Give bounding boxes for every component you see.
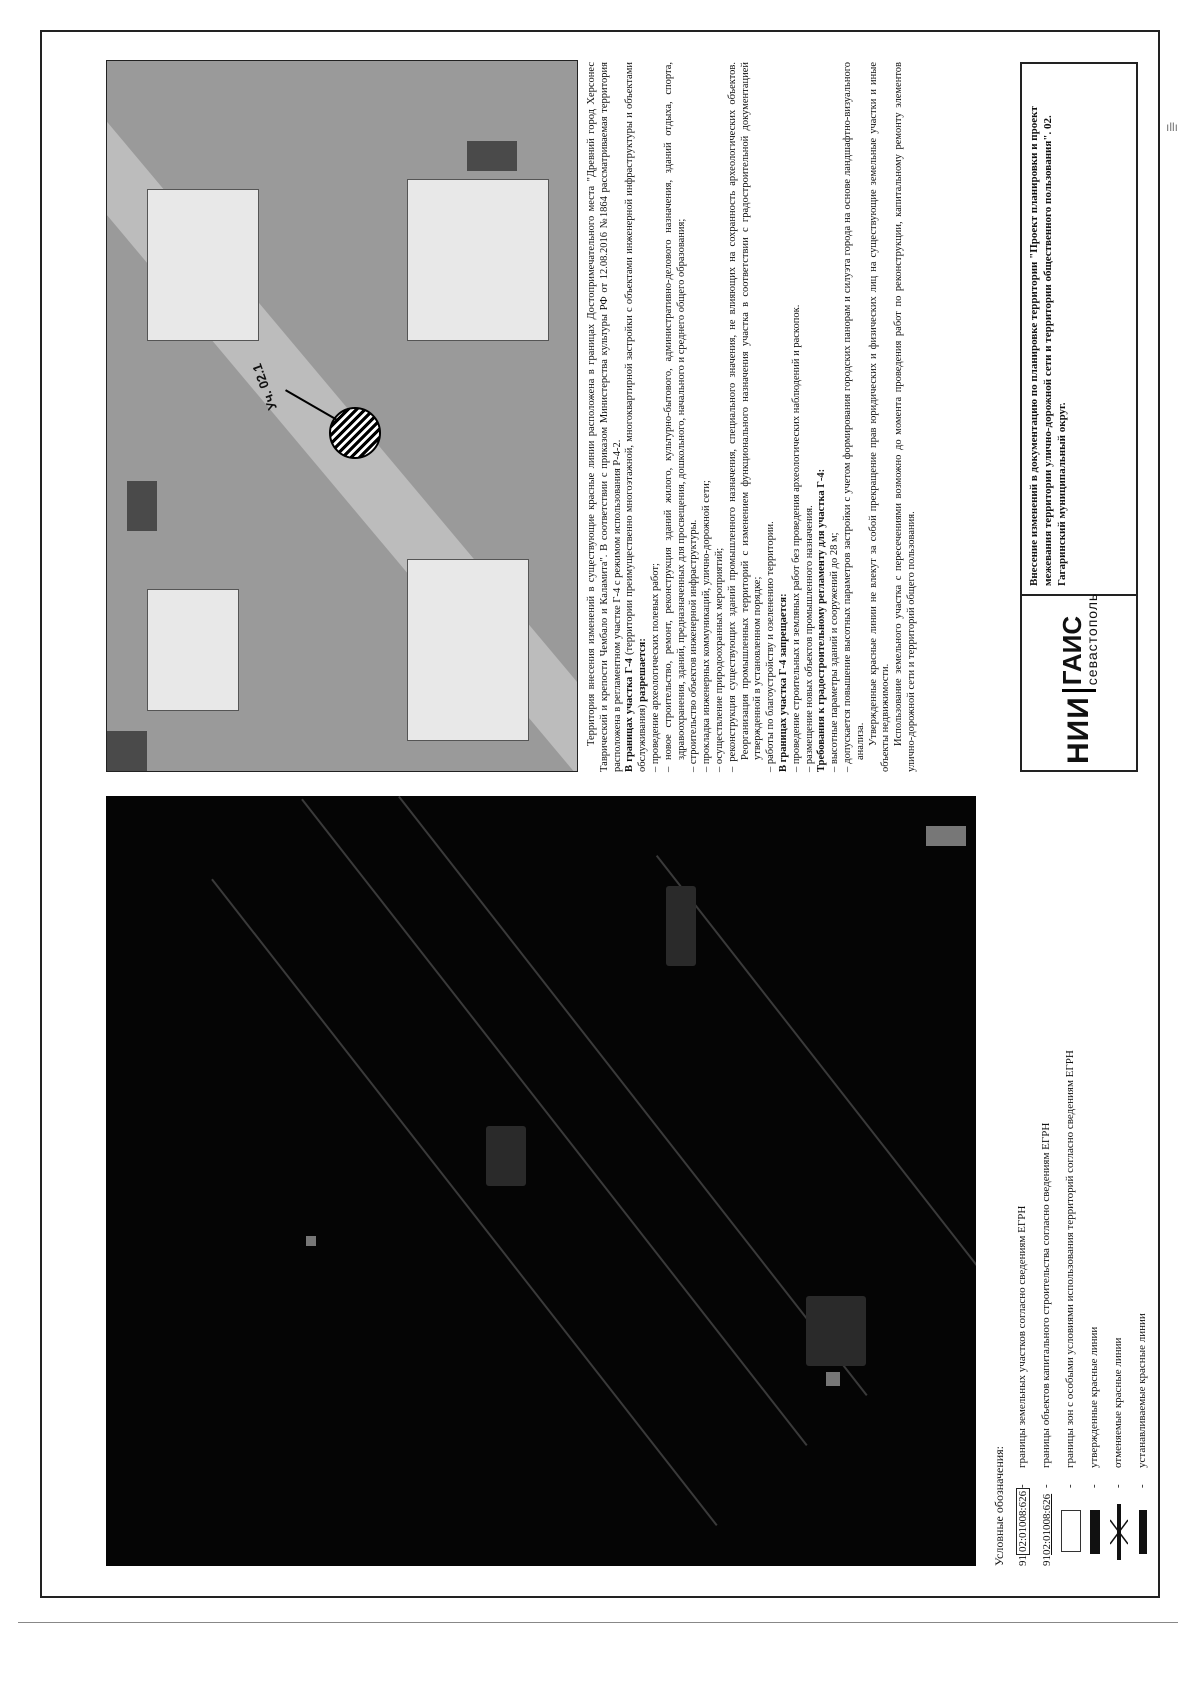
map-feature [926, 826, 966, 846]
legend-text: утвержденные красные линии [1088, 1326, 1100, 1468]
map-building [666, 886, 696, 966]
legend-dash: - [1112, 1484, 1124, 1488]
allowed-heading: В границах участка Г-4 (территории преимущественно многоэтажной, многоквартирной застройки с объектами инженерной инфраструктуры и объектами обслуживания) разрешается: [624, 62, 649, 772]
map-feature [826, 1372, 840, 1386]
aerial-building [407, 179, 549, 341]
legend-symbol-building-code [1038, 1493, 1056, 1566]
description-outro: Утвержденные красные линии не влекут за собой прекращение прав юридических и физических лиц на существующие земельные участки и иные объекты недвижимости. [867, 62, 892, 772]
parcel-label: Уч. 02.1 [249, 361, 280, 413]
requirement-item: – высотные параметры зданий и сооружений до 28 м; [829, 532, 841, 772]
legend-dash: - [1088, 1484, 1100, 1488]
legend-title: Условные обозначения: [992, 1445, 1006, 1566]
legend-code-prefix: 91 [1041, 1555, 1053, 1566]
allowed-item: – осуществление природоохранных мероприятий; [713, 547, 725, 772]
map-feature [306, 1236, 316, 1246]
legend-code-prefix: 91 [1017, 1555, 1029, 1566]
legend-text: отменяемые красные линии [1112, 1337, 1124, 1468]
allowed-item: – строительство объектов инженерной инфраструктуры. [688, 519, 700, 772]
parcel-hatched-marker [329, 407, 381, 459]
map-road-line [211, 879, 717, 1526]
legend-dash: - [1064, 1484, 1076, 1488]
legend-code: 02:01008:626 [1041, 1493, 1053, 1555]
allowed-item: – новое строительство, ремонт, реконструкция зданий жилого, культурно-бытового, административно-делового назначения, зданий отдыха, спорта, здравоохранения, зданий, предназначенных для просвещения, дошкольного, начального и среднего общего образования; [662, 62, 687, 772]
logo-nii: НИИ [1062, 689, 1096, 764]
allowed-item: – прокладка инженерных коммуникаций, улично-дорожной сети; [701, 480, 713, 772]
legend-symbol-approved-line [1086, 1504, 1104, 1566]
logo-city: севастополь [1084, 592, 1100, 686]
legend-code: 02:01008:626 [1016, 1488, 1030, 1555]
legend-dash: - [1136, 1484, 1148, 1488]
scan-edge-marks: ıllı [1166, 120, 1178, 134]
forbidden-item: – проведение строительных и земляных работ без проведения археологических наблюдений и раскопок. [790, 304, 802, 772]
title-block [1020, 62, 1138, 772]
forbidden-item: – размещение новых объектов промышленного назначения. [803, 505, 815, 772]
map-road-line [398, 796, 867, 1396]
legend-dash: - [1040, 1484, 1052, 1488]
company-logo [1022, 594, 1136, 770]
requirements-heading: Требования к градостроительному регламенту для участка Г-4: [816, 468, 828, 772]
legend-text: устанавливаемые красные линии [1136, 1313, 1148, 1468]
legend-text: границы объектов капитального строительства согласно сведениям ЕГРН [1040, 1122, 1052, 1468]
description-text [586, 62, 1006, 772]
logo-gais: ГАИС [1057, 615, 1087, 686]
legend-symbol-cancelled-line [1110, 1504, 1128, 1566]
description-intro: Территория внесения изменений в существующие красные линии расположена в границах Достопримечательного места "Древний город Херсонес Таврический и крепости Чембало и Каламита". В соответствии с приказом Министерства культуры РФ от 12.08.2016 №1864 рассматриваемая территория расположена в регламентном участке Г-4 с режимом использования Р-4-2. [586, 62, 623, 772]
legend-dash: - [1016, 1484, 1028, 1488]
map-road-line [656, 855, 976, 1266]
project-title: Внесение изменений в документацию по планировке территории "Проект планировки и проект межевания территории улично-дорожной сети и территории общественного пользования". 02. Гагаринский муниципальный округ. [1028, 106, 1068, 586]
description-outro: Использование земельного участка с пересечениями возможно до момента проведения работ по реконструкции, капитальному ремонту элементов улично-дорожной сети и территорий общего пользования. [893, 62, 917, 772]
legend [984, 796, 1154, 1566]
rotated-sheet-content [40, 30, 1160, 1598]
dark-scanned-map [106, 796, 976, 1566]
aerial-overview-map [106, 60, 578, 772]
legend-symbol-new-line [1134, 1504, 1152, 1566]
scan-edge-line [18, 1622, 1178, 1623]
aerial-shadow [467, 141, 517, 171]
map-building [486, 1126, 526, 1186]
legend-text: границы зон с особыми условиями использования территорий согласно сведениям ЕГРН [1064, 1050, 1076, 1468]
aerial-shadow [107, 731, 147, 771]
legend-symbol-zone-box [1062, 1504, 1080, 1566]
logo-right [1059, 593, 1099, 689]
aerial-shadow [127, 481, 157, 531]
aerial-building [147, 589, 239, 711]
forbidden-heading: В границах участка Г-4 запрещается: [777, 593, 789, 772]
allowed-item: – реконструкция существующих зданий промышленного назначения, специального значения, не влияющих на сохранность археологических объектов. Реорганизация промышленных территорий с изменением функционального назначения участка в соответствии с градостроительной документацией утвержденной в установленном порядке; [726, 61, 764, 772]
aerial-building [147, 189, 259, 341]
aerial-building [407, 559, 529, 741]
requirement-item: – допускается повышение высотных параметров застройки с учетом формирования городских панорам и силуэта города на основе ландшафтно-визуального анализа. [841, 62, 866, 772]
map-building [806, 1296, 866, 1366]
allowed-item: – проведение археологических полевых работ; [649, 563, 661, 772]
legend-symbol-parcel-code [1014, 1490, 1032, 1566]
map-road-line [301, 799, 807, 1446]
legend-text: границы земельных участков согласно сведениям ЕГРН [1016, 1205, 1028, 1468]
allowed-item: – работы по благоустройству и озеленению территории. [765, 521, 777, 772]
